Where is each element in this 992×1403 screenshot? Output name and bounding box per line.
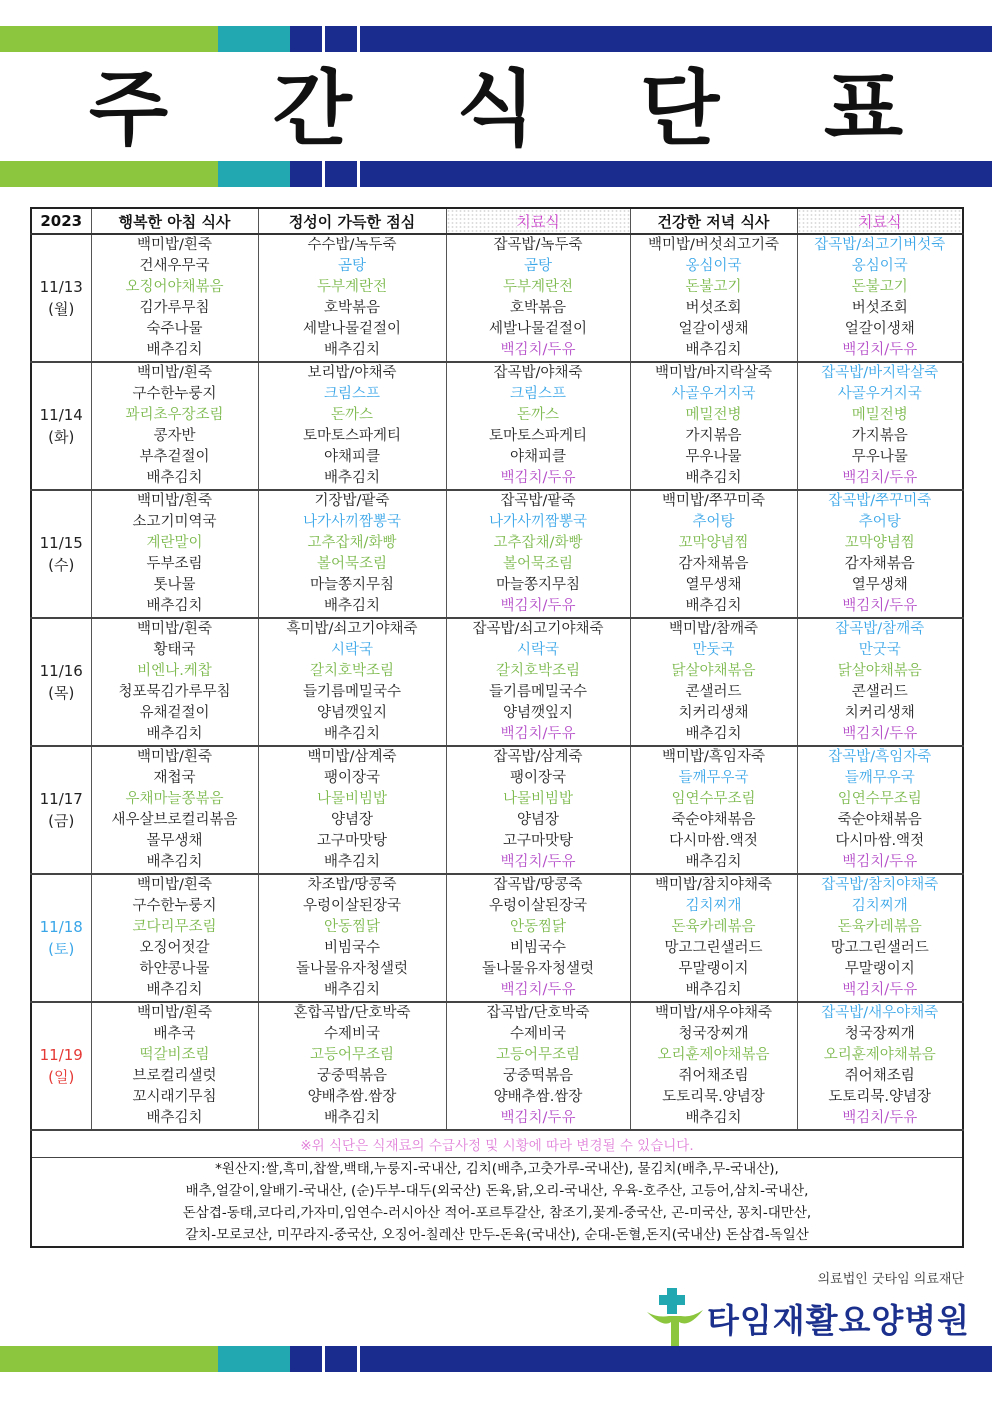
menu-item: 보리밥/야채죽 bbox=[307, 365, 397, 381]
menu-item: 닭살야채볶음 bbox=[671, 663, 756, 679]
menu-item: 배추국 bbox=[153, 1026, 196, 1042]
meal-cell bbox=[797, 618, 963, 746]
menu-item: 잡곡밥/참깨죽 bbox=[835, 621, 925, 637]
menu-item: 소고기미역국 bbox=[132, 514, 217, 530]
menu-item: 백김치/두유 bbox=[500, 982, 576, 998]
menu-item: 호박볶음 bbox=[323, 300, 381, 316]
menu-item: 잡곡밥/야채죽 bbox=[493, 365, 583, 381]
menu-item: 안동찜닭 bbox=[509, 919, 567, 935]
menu-item: 양배추쌈.쌈장 bbox=[307, 1089, 397, 1105]
menu-item: 고등어무조림 bbox=[495, 1047, 581, 1063]
menu-item: 고구마맛탕 bbox=[502, 833, 574, 849]
menu-item: 들기름메밀국수 bbox=[302, 684, 402, 700]
menu-item: 무우나물 bbox=[685, 449, 742, 465]
meal-cell bbox=[630, 1002, 797, 1130]
meal-cell bbox=[797, 490, 963, 618]
menu-item: 호박볶음 bbox=[509, 300, 567, 316]
menu-item: 백미밥/새우야채죽 bbox=[655, 1005, 772, 1021]
menu-item: 청국장찌개 bbox=[844, 1026, 915, 1042]
menu-item: 꼬시래기무침 bbox=[132, 1089, 217, 1105]
menu-item: 배추김치 bbox=[146, 726, 203, 742]
header-dinner-therapy: 치료식 bbox=[797, 208, 963, 234]
menu-item: 들깨무우국 bbox=[844, 770, 915, 786]
menu-item: 잡곡밥/쇠고기야채죽 bbox=[472, 621, 604, 637]
menu-item: 백김치/두유 bbox=[500, 854, 576, 870]
hospital-logo-icon bbox=[645, 1288, 707, 1348]
menu-item: 백미밥/참깨죽 bbox=[669, 621, 758, 637]
meal-cell bbox=[91, 362, 258, 490]
menu-item: 두부계란전 bbox=[316, 279, 388, 295]
menu-item: 꽈리초우장조림 bbox=[125, 407, 224, 423]
menu-item: 배추김치 bbox=[323, 1110, 381, 1126]
menu-item: 백미밥/흰죽 bbox=[137, 493, 212, 509]
menu-item: 김치찌개 bbox=[685, 898, 742, 914]
menu-item: 계란말이 bbox=[146, 535, 203, 551]
menu-item: 건새우무국 bbox=[139, 258, 210, 274]
date-label: 11/18 bbox=[39, 918, 83, 936]
foundation-name: 의료법인 굿타임 의료재단 bbox=[817, 1272, 964, 1287]
menu-item: 치커리생채 bbox=[844, 705, 915, 721]
menu-item: 우렁이살된장국 bbox=[302, 898, 402, 914]
date-label: 11/16 bbox=[39, 662, 83, 680]
menu-item: 고등어무조림 bbox=[309, 1047, 395, 1063]
menu-item: 배추김치 bbox=[685, 982, 742, 998]
menu-item: 무말랭이지 bbox=[678, 961, 749, 977]
day-row bbox=[31, 874, 963, 1002]
meal-cell bbox=[258, 234, 446, 362]
menu-item: 얼갈이생채 bbox=[844, 321, 915, 337]
menu-item: 배추김치 bbox=[323, 982, 381, 998]
menu-item: 배추김치 bbox=[323, 726, 381, 742]
meal-cell bbox=[797, 234, 963, 362]
meal-cell bbox=[797, 746, 963, 874]
origin-line: 배추,얼갈이,알배기-국내산, (순)두부-대두(외국산) 돈육,닭,오리-국내산, 우육-호주산, 고등어,삼치-국내산, bbox=[185, 1183, 809, 1199]
menu-item: 잡곡밥/새우야채죽 bbox=[821, 1005, 939, 1021]
menu-item: 콩자반 bbox=[153, 428, 196, 444]
menu-item: 배추김치 bbox=[146, 982, 203, 998]
menu-item: 만둣국 bbox=[692, 642, 735, 658]
menu-item: 옹심이국 bbox=[851, 258, 908, 274]
meal-cell bbox=[91, 1002, 258, 1130]
menu-item: 시락국 bbox=[330, 642, 374, 658]
menu-item: 백미밥/흰죽 bbox=[137, 877, 212, 893]
origin-info bbox=[31, 1158, 963, 1248]
menu-item: 비빔국수 bbox=[323, 940, 381, 956]
menu-item: 돈불고기 bbox=[685, 279, 742, 295]
menu-item: 꼬막양념찜 bbox=[678, 535, 749, 551]
menu-item: 곰탕 bbox=[523, 258, 552, 274]
meal-cell bbox=[91, 746, 258, 874]
menu-item: 잡곡밥/쇠고기버섯죽 bbox=[814, 237, 946, 253]
menu-item: 흑미밥/쇠고기야채죽 bbox=[286, 621, 418, 637]
menu-item: 오징어야채볶음 bbox=[125, 279, 224, 295]
menu-item: 옹심이국 bbox=[685, 258, 742, 274]
menu-item: 백김치/두유 bbox=[842, 342, 918, 358]
menu-item: 청포묵김가루무침 bbox=[118, 684, 231, 700]
menu-item: 꼬막양념찜 bbox=[844, 535, 915, 551]
menu-item: 망고그린샐러드 bbox=[830, 940, 929, 956]
menu-item: 백미밥/버섯쇠고기죽 bbox=[648, 237, 779, 253]
date-cell bbox=[31, 746, 91, 874]
meal-cell bbox=[91, 234, 258, 362]
menu-item: 오리훈제야채볶음 bbox=[823, 1047, 936, 1063]
menu-item: 토마토스파게티 bbox=[488, 428, 588, 444]
menu-item: 추어탕 bbox=[858, 514, 901, 530]
menu-item: 가지볶음 bbox=[851, 428, 908, 444]
weekday-label: (일) bbox=[48, 1068, 75, 1086]
menu-item: 코다리무조림 bbox=[132, 919, 217, 935]
meal-cell bbox=[630, 618, 797, 746]
meal-cell bbox=[446, 362, 630, 490]
header-dinner: 건강한 저녁 식사 bbox=[630, 208, 797, 234]
menu-item: 감자채볶음 bbox=[678, 556, 749, 572]
menu-item: 백김치/두유 bbox=[500, 342, 576, 358]
menu-item: 배추김치 bbox=[146, 470, 203, 486]
meal-cell bbox=[258, 618, 446, 746]
menu-item: 백김치/두유 bbox=[842, 598, 918, 614]
menu-item: 배추김치 bbox=[323, 470, 381, 486]
meal-cell bbox=[446, 1002, 630, 1130]
menu-item: 김치찌개 bbox=[851, 898, 908, 914]
menu-item: 두부계란전 bbox=[502, 279, 574, 295]
meal-cell bbox=[446, 874, 630, 1002]
weekday-label: (목) bbox=[48, 684, 75, 702]
origin-line: 돈삼겹-동태,코다리,가자미,임연수-러시아산 적어-포르투갈산, 참조기,꽃게-중국산, 곤-미국산, 꽁치-대만산, bbox=[182, 1205, 812, 1221]
menu-item: 백김치/두유 bbox=[842, 470, 918, 486]
menu-item: 양배추쌈.쌈장 bbox=[493, 1089, 583, 1105]
menu-item: 나물비빔밥 bbox=[316, 791, 388, 807]
menu-item: 백미밥/흰죽 bbox=[137, 237, 212, 253]
menu-item: 양념깻잎지 bbox=[316, 705, 388, 721]
menu-item: 돈까스 bbox=[330, 407, 374, 423]
menu-item: 백김치/두유 bbox=[842, 1110, 918, 1126]
menu-item: 배추김치 bbox=[146, 854, 203, 870]
menu-item: 도토리묵.양념장 bbox=[662, 1089, 765, 1105]
menu-item: 백김치/두유 bbox=[842, 982, 918, 998]
menu-item: 수제비국 bbox=[509, 1026, 567, 1042]
menu-item: 얼갈이생채 bbox=[678, 321, 749, 337]
menu-item: 배추김치 bbox=[323, 854, 381, 870]
meal-cell bbox=[258, 746, 446, 874]
menu-item: 오리훈제야채볶음 bbox=[657, 1047, 770, 1063]
menu-item: 백미밥/흰죽 bbox=[137, 365, 212, 381]
menu-item: 무말랭이지 bbox=[844, 961, 915, 977]
menu-item: 배추김치 bbox=[146, 1110, 203, 1126]
menu-item: 다시마쌈.액젓 bbox=[835, 833, 925, 849]
hospital-logo bbox=[645, 1288, 970, 1348]
meal-cell bbox=[91, 874, 258, 1002]
menu-item: 톳나물 bbox=[153, 577, 196, 593]
menu-item: 임연수무조림 bbox=[837, 791, 922, 807]
menu-item: 배추김치 bbox=[323, 598, 381, 614]
menu-item: 돌나물유자청샐럿 bbox=[481, 961, 595, 977]
menu-item: 팽이장국 bbox=[509, 770, 567, 786]
meal-cell bbox=[91, 618, 258, 746]
menu-item: 수수밥/녹두죽 bbox=[307, 237, 397, 253]
date-cell bbox=[31, 874, 91, 1002]
date-cell bbox=[31, 490, 91, 618]
menu-item: 브로컬리샐럿 bbox=[132, 1068, 217, 1084]
table-header-row bbox=[31, 208, 963, 234]
meal-cell bbox=[258, 874, 446, 1002]
menu-item: 야채피클 bbox=[509, 449, 567, 465]
top-color-band-2 bbox=[0, 161, 992, 187]
menu-item: 새우살브로컬리볶음 bbox=[111, 812, 238, 828]
notice-text: ※위 식단은 식재료의 수급사정 및 시황에 따라 변경될 수 있습니다. bbox=[31, 1130, 963, 1158]
meal-cell bbox=[630, 362, 797, 490]
menu-item: 배추김치 bbox=[685, 342, 742, 358]
notice-row bbox=[31, 1130, 963, 1158]
meal-cell bbox=[630, 746, 797, 874]
menu-item: 배추김치 bbox=[323, 342, 381, 358]
menu-item: 콘샐러드 bbox=[685, 684, 742, 700]
menu-item: 열무생채 bbox=[685, 577, 742, 593]
menu-item: 볼어묵조림 bbox=[316, 556, 388, 572]
menu-item: 몰무생채 bbox=[146, 833, 203, 849]
menu-item: 쥐어채조림 bbox=[678, 1068, 749, 1084]
menu-item: 양념장 bbox=[330, 812, 374, 828]
menu-item: 만굿국 bbox=[858, 642, 901, 658]
menu-item: 죽순야채볶음 bbox=[671, 812, 756, 828]
menu-item: 콘샐러드 bbox=[851, 684, 908, 700]
menu-item: 쥐어채조림 bbox=[844, 1068, 915, 1084]
menu-item: 세발나물겉절이 bbox=[488, 321, 588, 337]
menu-item: 열무생채 bbox=[851, 577, 908, 593]
origin-row bbox=[31, 1158, 963, 1248]
menu-item: 구수한누룽지 bbox=[132, 898, 217, 914]
menu-item: 잡곡밥/삼계죽 bbox=[493, 749, 583, 765]
menu-item: 돌나물유자청샐럿 bbox=[295, 961, 409, 977]
weekday-label: (수) bbox=[48, 556, 75, 574]
weekday-label: (금) bbox=[48, 812, 75, 830]
menu-item: 우채마늘쫑볶음 bbox=[125, 791, 224, 807]
menu-item: 메밀전병 bbox=[851, 407, 908, 423]
weekday-label: (화) bbox=[48, 428, 75, 446]
meal-cell bbox=[91, 490, 258, 618]
menu-item: 김가루무침 bbox=[139, 300, 210, 316]
top-color-band-1 bbox=[0, 26, 992, 52]
menu-item: 백김치/두유 bbox=[842, 854, 918, 870]
menu-item: 비빔국수 bbox=[509, 940, 567, 956]
menu-item: 마늘쫑지무침 bbox=[495, 577, 581, 593]
day-row bbox=[31, 618, 963, 746]
menu-item: 양념장 bbox=[516, 812, 560, 828]
menu-item: 나물비빔밥 bbox=[502, 791, 574, 807]
menu-item: 백미밥/흰죽 bbox=[137, 621, 212, 637]
menu-item: 망고그린샐러드 bbox=[664, 940, 763, 956]
menu-item: 갈치호박조림 bbox=[495, 663, 581, 679]
weekday-label: (월) bbox=[48, 300, 75, 318]
menu-item: 갈치호박조림 bbox=[309, 663, 395, 679]
menu-item: 닭살야채볶음 bbox=[837, 663, 922, 679]
header-breakfast: 행복한 아침 식사 bbox=[91, 208, 258, 234]
menu-item: 팽이장국 bbox=[323, 770, 381, 786]
date-cell bbox=[31, 234, 91, 362]
menu-item: 수제비국 bbox=[323, 1026, 381, 1042]
header-lunch: 정성이 가득한 점심 bbox=[258, 208, 446, 234]
menu-item: 오징어젓갈 bbox=[139, 940, 210, 956]
origin-line: *원산지:쌀,흑미,찹쌀,백태,누룽지-국내산, 김치(배추,고춧가루-국내산), 물김치(배추,무-국내산), bbox=[215, 1161, 779, 1177]
menu-item: 나가사끼짬뽕국 bbox=[302, 514, 402, 530]
menu-item: 배추김치 bbox=[146, 598, 203, 614]
menu-item: 비엔나.케찹 bbox=[137, 663, 212, 679]
meal-cell bbox=[258, 362, 446, 490]
menu-item: 백미밥/삼계죽 bbox=[307, 749, 397, 765]
meal-cell bbox=[446, 618, 630, 746]
date-label: 11/13 bbox=[39, 278, 83, 296]
day-row bbox=[31, 234, 963, 362]
menu-item: 고추잡채/화빵 bbox=[493, 535, 583, 551]
menu-item: 잡곡밥/참치야채죽 bbox=[821, 877, 939, 893]
menu-item: 무우나물 bbox=[851, 449, 908, 465]
meal-cell bbox=[446, 746, 630, 874]
meal-cell bbox=[258, 1002, 446, 1130]
menu-item: 고추잡채/화빵 bbox=[307, 535, 397, 551]
menu-item: 사골우거지국 bbox=[671, 386, 756, 402]
menu-item: 추어탕 bbox=[692, 514, 735, 530]
menu-item: 배추김치 bbox=[685, 854, 742, 870]
day-row bbox=[31, 746, 963, 874]
menu-item: 궁중떡볶음 bbox=[316, 1068, 388, 1084]
menu-item: 감자채볶음 bbox=[844, 556, 915, 572]
menu-item: 다시마쌈.액젓 bbox=[669, 833, 758, 849]
menu-item: 청국장찌개 bbox=[678, 1026, 749, 1042]
menu-item: 가지볶음 bbox=[685, 428, 742, 444]
menu-item: 백미밥/쭈꾸미죽 bbox=[662, 493, 765, 509]
menu-item: 돈육카레볶음 bbox=[671, 919, 756, 935]
menu-item: 들기름메밀국수 bbox=[488, 684, 588, 700]
date-label: 11/14 bbox=[39, 406, 83, 424]
meal-cell bbox=[630, 874, 797, 1002]
menu-item: 부추겉절이 bbox=[139, 449, 210, 465]
menu-item: 백미밥/바지락살죽 bbox=[655, 365, 772, 381]
menu-item: 세발나물겉절이 bbox=[302, 321, 402, 337]
meal-cell bbox=[797, 362, 963, 490]
menu-item: 유채겉절이 bbox=[139, 705, 210, 721]
bottom-color-band bbox=[0, 1346, 992, 1372]
menu-item: 백김치/두유 bbox=[500, 726, 576, 742]
date-cell bbox=[31, 618, 91, 746]
menu-item: 도토리묵.양념장 bbox=[828, 1089, 932, 1105]
menu-item: 구수한누룽지 bbox=[132, 386, 217, 402]
date-label: 11/19 bbox=[39, 1046, 83, 1064]
menu-item: 고구마맛탕 bbox=[316, 833, 388, 849]
menu-item: 황태국 bbox=[153, 642, 196, 658]
meal-cell bbox=[446, 234, 630, 362]
meal-cell bbox=[797, 1002, 963, 1130]
date-label: 11/15 bbox=[39, 534, 83, 552]
menu-item: 잡곡밥/흑임자죽 bbox=[828, 749, 932, 765]
menu-item: 임연수무조림 bbox=[671, 791, 756, 807]
menu-item: 버섯조회 bbox=[851, 300, 908, 316]
menu-item: 치커리생채 bbox=[678, 705, 749, 721]
menu-item: 백김치/두유 bbox=[500, 598, 576, 614]
date-cell bbox=[31, 362, 91, 490]
meal-cell bbox=[630, 490, 797, 618]
menu-item: 돈육카레볶음 bbox=[837, 919, 922, 935]
meal-cell bbox=[446, 490, 630, 618]
menu-item: 백미밥/흰죽 bbox=[137, 1005, 212, 1021]
header-lunch-therapy: 치료식 bbox=[446, 208, 630, 234]
menu-body bbox=[31, 234, 963, 1130]
menu-item: 돈불고기 bbox=[851, 279, 908, 295]
menu-item: 들깨무우국 bbox=[678, 770, 749, 786]
menu-item: 마늘쫑지무침 bbox=[309, 577, 395, 593]
menu-item: 크림스프 bbox=[323, 386, 381, 402]
menu-item: 백미밥/참치야채죽 bbox=[655, 877, 772, 893]
menu-item: 버섯조회 bbox=[685, 300, 742, 316]
menu-item: 돈까스 bbox=[516, 407, 560, 423]
menu-item: 기장밥/팥죽 bbox=[314, 493, 390, 509]
menu-item: 숙주나물 bbox=[146, 321, 203, 337]
day-row bbox=[31, 362, 963, 490]
menu-item: 크림스프 bbox=[509, 386, 567, 402]
menu-item: 백미밥/흑임자죽 bbox=[662, 749, 765, 765]
menu-item: 잡곡밥/팥죽 bbox=[500, 493, 576, 509]
menu-item: 곰탕 bbox=[337, 258, 366, 274]
meal-cell bbox=[797, 874, 963, 1002]
menu-item: 두부조림 bbox=[146, 556, 203, 572]
menu-item: 백김치/두유 bbox=[842, 726, 918, 742]
menu-item: 나가사끼짬뽕국 bbox=[488, 514, 588, 530]
weekly-menu-table bbox=[30, 207, 964, 1248]
menu-item: 우렁이살된장국 bbox=[488, 898, 588, 914]
day-row bbox=[31, 1002, 963, 1130]
menu-item: 시락국 bbox=[516, 642, 560, 658]
menu-item: 잡곡밥/단호박죽 bbox=[486, 1005, 590, 1021]
origin-line: 갈치-모로코산, 미꾸라지-중국산, 오징어-칠레산 만두-돈육(국내산), 순대-돈혈,돈지(국내산) 돈삼겹-독일산 bbox=[185, 1227, 809, 1243]
menu-item: 배추김치 bbox=[685, 598, 742, 614]
menu-item: 재첩국 bbox=[153, 770, 196, 786]
menu-item: 사골우거지국 bbox=[837, 386, 922, 402]
menu-item: 야채피클 bbox=[323, 449, 381, 465]
menu-item: 배추김치 bbox=[685, 1110, 742, 1126]
hospital-name: 타임재활요양병원 bbox=[706, 1300, 970, 1340]
menu-item: 배추김치 bbox=[685, 726, 742, 742]
menu-item: 안동찜닭 bbox=[323, 919, 381, 935]
menu-item: 배추김치 bbox=[685, 470, 742, 486]
weekday-label: (토) bbox=[48, 940, 75, 958]
page-title: 주 간 식 단 표 bbox=[88, 62, 942, 157]
menu-item: 볼어묵조림 bbox=[502, 556, 574, 572]
menu-item: 백김치/두유 bbox=[500, 470, 576, 486]
meal-cell bbox=[258, 490, 446, 618]
menu-item: 잡곡밥/땅콩죽 bbox=[493, 877, 583, 893]
menu-item: 떡갈비조림 bbox=[139, 1047, 210, 1063]
menu-item: 잡곡밥/바지락살죽 bbox=[821, 365, 939, 381]
menu-item: 죽순야채볶음 bbox=[837, 812, 922, 828]
menu-item: 백김치/두유 bbox=[500, 1110, 576, 1126]
menu-item: 메밀전병 bbox=[685, 407, 742, 423]
menu-item: 궁중떡볶음 bbox=[502, 1068, 574, 1084]
menu-item: 백미밥/흰죽 bbox=[137, 749, 212, 765]
header-year: 2023 bbox=[31, 208, 91, 234]
menu-item: 잡곡밥/쭈꾸미죽 bbox=[828, 493, 932, 509]
menu-item: 양념깻잎지 bbox=[502, 705, 574, 721]
menu-item: 잡곡밥/녹두죽 bbox=[493, 237, 583, 253]
menu-item: 차조밥/땅콩죽 bbox=[307, 877, 397, 893]
date-label: 11/17 bbox=[39, 790, 83, 808]
meal-cell bbox=[630, 234, 797, 362]
menu-item: 토마토스파게티 bbox=[302, 428, 402, 444]
date-cell bbox=[31, 1002, 91, 1130]
menu-item: 배추김치 bbox=[146, 342, 203, 358]
menu-item: 혼합곡밥/단호박죽 bbox=[293, 1005, 411, 1021]
menu-item: 하얀콩나물 bbox=[139, 961, 210, 977]
day-row bbox=[31, 490, 963, 618]
